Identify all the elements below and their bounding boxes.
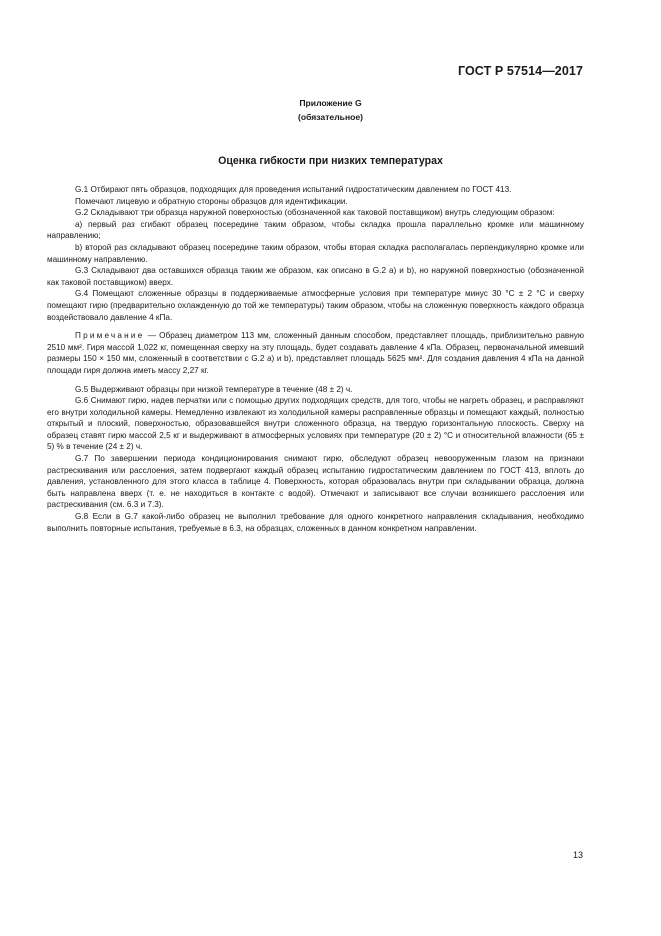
page-number: 13 [572, 850, 583, 860]
document-code: ГОСТ Р 57514—2017 [457, 64, 583, 78]
appendix-status: (обязательное) [297, 112, 364, 122]
paragraph-g5: G.5 Выдерживают образцы при низкой температуре в течение (48 ± 2) ч. [75, 384, 353, 394]
paragraph-g2: G.2 Складывают три образца наружной поверхностью (обозначенной как таковой поставщиком) внутрь следующим образом: [75, 208, 555, 218]
paragraph-g1-marking: Помечают лицевую и обратную стороны образцов для идентификации. [75, 196, 348, 206]
appendix-heading [0, 96, 661, 124]
page-title: Оценка гибкости при низких температурах [218, 155, 443, 167]
note-text: — Образец диаметром 113 мм, сложенный данным способом, представляет площадь, приблизительно равную 2510 мм². Гиря массой 1,022 кг, помещенная сверху на эту площадь, будет создавать давление 4 кПа. Образец, первоначальной имевший размеры 150 × 150 мм, сложенный в соответствии с G.2 а) и b), представляет площадь 5625 мм². Для создания давления 4 кПа на данной площади гиря должна иметь массу 2,27 кг. [47, 331, 584, 375]
paragraph-g4: G.4 Помещают сложенные образцы в поддерживаемые атмосферные условия при температуре минус 30 °С ± 2 °С и сверху помещают гирю (предварительно охлажденную до той же температуры) таким образом, чтобы на сложенную поверхность каждого образца воздействовало давление 4 кПа. [47, 289, 584, 322]
note-label: Примечание [75, 331, 145, 341]
paragraph-g7: G.7 По завершении периода кондиционирования снимают гирю, обследуют образец невооруженным глазом на признаки растрескивания или расслоения, затем подвергают каждый образец испытанию гидростатическим давлением по ГОСТ 413, вплоть до давления, установленного для этого класса в таблице 4. Поверхность, которая образовалась внутри при складывании образца, должна быть направлена вверх (т. е. не находиться в контакте с водой). Отмечают и записывают все случаи возникшего расслоения или растрескивания (см. 6.3 и 7.3). [47, 454, 584, 510]
paragraph-g2-b: b) второй раз складывают образец посередине таким образом, чтобы вторая складка располагалась перпендикулярно кромке или машинному направлению. [47, 242, 584, 264]
appendix-label: Приложение G [299, 98, 362, 108]
paragraph-g3: G.3 Складывают два оставшихся образца таким же образом, как описано в G.2 a) и b), но наружной поверхностью (обозначенной как таковой поставщиком) вверх. [47, 266, 584, 287]
paragraph-g6: G.6 Снимают гирю, надев перчатки или с помощью других подходящих средств, для того, чтобы не нагреть образец, и расправляют его внутри холодильной камеры. Немедленно извлекают из холодильной камеры расправленные образцы и помещают каждый, полностью открытый и плоский, поверхностью, образовавшейся внутри сложенного образца, на твердую горизонтальную плоскость. Сверху на образец ставят гирю массой 2,5 кг и выдерживают в атмосферных условиях при температуре (20 ± 2) °С и относительной влажности (65 ± 5) % в течение (24 ± 2) ч. [47, 396, 584, 452]
paragraph-g2-a: a) первый раз сгибают образец посередине таким образом, чтобы складка прошла параллельно кромке или машинному направлению; [47, 219, 584, 241]
paragraph-g1: G.1 Отбирают пять образцов, подходящих для проведения испытаний гидростатическим давлением по ГОСТ 413. [75, 185, 512, 194]
note [47, 330, 584, 376]
document-body [47, 184, 584, 534]
paragraph-g8: G.8 Если в G.7 какой-либо образец не выполнил требование для одного конкретного направления складывания, необходимо выполнить повторные испытания, требуемые в 6.3, на образцах, сложенных в данном конкретном направлении. [47, 512, 584, 533]
